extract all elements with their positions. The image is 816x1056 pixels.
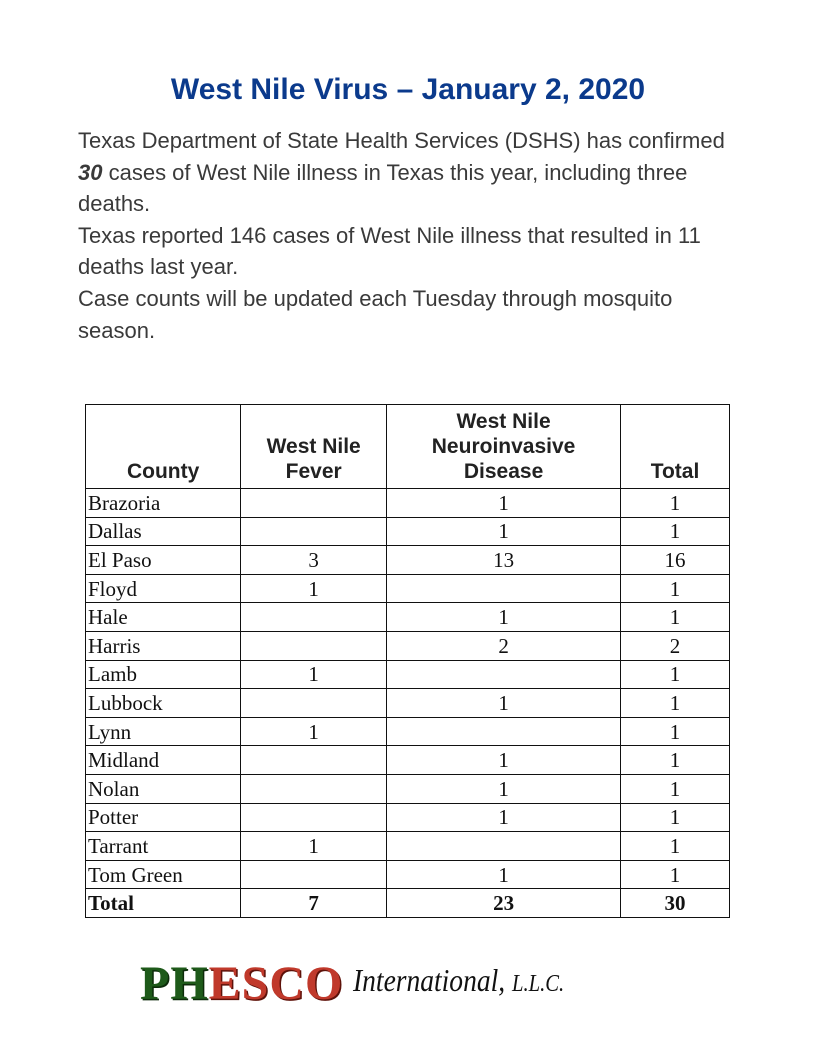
header-neuro-line2: Neuroinvasive xyxy=(431,435,576,458)
fever-cell xyxy=(241,517,387,546)
logo-subtitle xyxy=(353,955,564,1009)
table-row xyxy=(86,832,730,861)
county-cell: Hale xyxy=(86,603,241,632)
table-row xyxy=(86,774,730,803)
county-cell: Floyd xyxy=(86,574,241,603)
table-header-row xyxy=(86,405,730,489)
fever-cell xyxy=(241,603,387,632)
table-row xyxy=(86,489,730,518)
neuro-cell: 1 xyxy=(387,603,621,632)
header-neuro-line3: Disease xyxy=(463,460,544,483)
county-cell: Midland xyxy=(86,746,241,775)
county-cell: El Paso xyxy=(86,546,241,575)
total-cell: 1 xyxy=(621,574,730,603)
fever-cell: 1 xyxy=(241,660,387,689)
county-cell: Nolan xyxy=(86,774,241,803)
intro-line-3: Texas reported 146 cases of West Nile illness that resulted in 11 deaths last year. xyxy=(78,222,701,280)
fever-cell: 1 xyxy=(241,832,387,861)
table-row xyxy=(86,603,730,632)
fever-cell: 1 xyxy=(241,574,387,603)
neuro-cell xyxy=(387,832,621,861)
totals-row xyxy=(86,889,730,918)
table-row xyxy=(86,660,730,689)
header-neuro-line1: West Nile xyxy=(456,410,551,433)
neuro-cell: 1 xyxy=(387,774,621,803)
county-cell: Potter xyxy=(86,803,241,832)
table-row xyxy=(86,574,730,603)
total-cell: 1 xyxy=(621,746,730,775)
county-cell: Lamb xyxy=(86,660,241,689)
intro-line-2 xyxy=(78,157,748,220)
county-cell: Lubbock xyxy=(86,689,241,718)
table-row xyxy=(86,746,730,775)
phesco-logo xyxy=(140,955,670,1010)
fever-cell xyxy=(241,689,387,718)
totals-label: Total xyxy=(86,889,241,918)
total-cell: 1 xyxy=(621,717,730,746)
total-cell: 1 xyxy=(621,832,730,861)
logo-suffix: L.L.C. xyxy=(512,971,565,997)
intro-text xyxy=(78,125,748,346)
neuro-cell: 2 xyxy=(387,631,621,660)
total-cell: 1 xyxy=(621,689,730,718)
fever-cell: 1 xyxy=(241,717,387,746)
neuro-cell xyxy=(387,574,621,603)
neuro-cell xyxy=(387,660,621,689)
total-cell: 1 xyxy=(621,860,730,889)
neuro-cell xyxy=(387,717,621,746)
logo-brand xyxy=(140,957,343,1010)
total-cell: 16 xyxy=(621,546,730,575)
total-cell: 1 xyxy=(621,660,730,689)
county-cell: Dallas xyxy=(86,517,241,546)
neuro-cell: 1 xyxy=(387,860,621,889)
logo-name: International, xyxy=(353,962,506,998)
table-row xyxy=(86,860,730,889)
logo-brand-green: PH xyxy=(140,957,209,1010)
neuro-cell: 13 xyxy=(387,546,621,575)
fever-cell xyxy=(241,860,387,889)
header-fever xyxy=(241,405,387,489)
total-cell: 1 xyxy=(621,517,730,546)
header-neuroinvasive xyxy=(387,405,621,489)
totals-total: 30 xyxy=(621,889,730,918)
table-row xyxy=(86,631,730,660)
fever-cell xyxy=(241,803,387,832)
neuro-cell: 1 xyxy=(387,746,621,775)
table-row xyxy=(86,689,730,718)
logo-brand-red: ESCO xyxy=(208,957,344,1010)
total-cell: 1 xyxy=(621,803,730,832)
table-row xyxy=(86,803,730,832)
neuro-cell: 1 xyxy=(387,489,621,518)
neuro-cell: 1 xyxy=(387,517,621,546)
header-total: Total xyxy=(621,405,730,489)
fever-cell xyxy=(241,489,387,518)
county-cell: Tarrant xyxy=(86,832,241,861)
case-count: 30 xyxy=(78,159,103,185)
fever-cell: 3 xyxy=(241,546,387,575)
table-row xyxy=(86,717,730,746)
total-cell: 1 xyxy=(621,489,730,518)
header-fever-line2: Fever xyxy=(285,460,342,483)
county-cell: Lynn xyxy=(86,717,241,746)
neuro-cell: 1 xyxy=(387,689,621,718)
totals-neuro: 23 xyxy=(387,889,621,918)
fever-cell xyxy=(241,774,387,803)
county-cell: Brazoria xyxy=(86,489,241,518)
fever-cell xyxy=(241,631,387,660)
intro-line-1: Texas Department of State Health Services (DSHS) has confirmed xyxy=(78,128,725,153)
county-cell: Tom Green xyxy=(86,860,241,889)
header-fever-line1: West Nile xyxy=(266,435,361,458)
table-row xyxy=(86,517,730,546)
intro-line-2-rest: cases of West Nile illness in Texas this year, including three deaths. xyxy=(78,159,688,217)
table-row xyxy=(86,546,730,575)
cases-table xyxy=(85,404,730,918)
neuro-cell: 1 xyxy=(387,803,621,832)
total-cell: 2 xyxy=(621,631,730,660)
fever-cell xyxy=(241,746,387,775)
county-cell: Harris xyxy=(86,631,241,660)
totals-fever: 7 xyxy=(241,889,387,918)
total-cell: 1 xyxy=(621,603,730,632)
header-county: County xyxy=(86,405,241,489)
page-title: West Nile Virus – January 2, 2020 xyxy=(170,73,646,106)
total-cell: 1 xyxy=(621,774,730,803)
intro-line-4: Case counts will be updated each Tuesday through mosquito season. xyxy=(78,285,673,343)
